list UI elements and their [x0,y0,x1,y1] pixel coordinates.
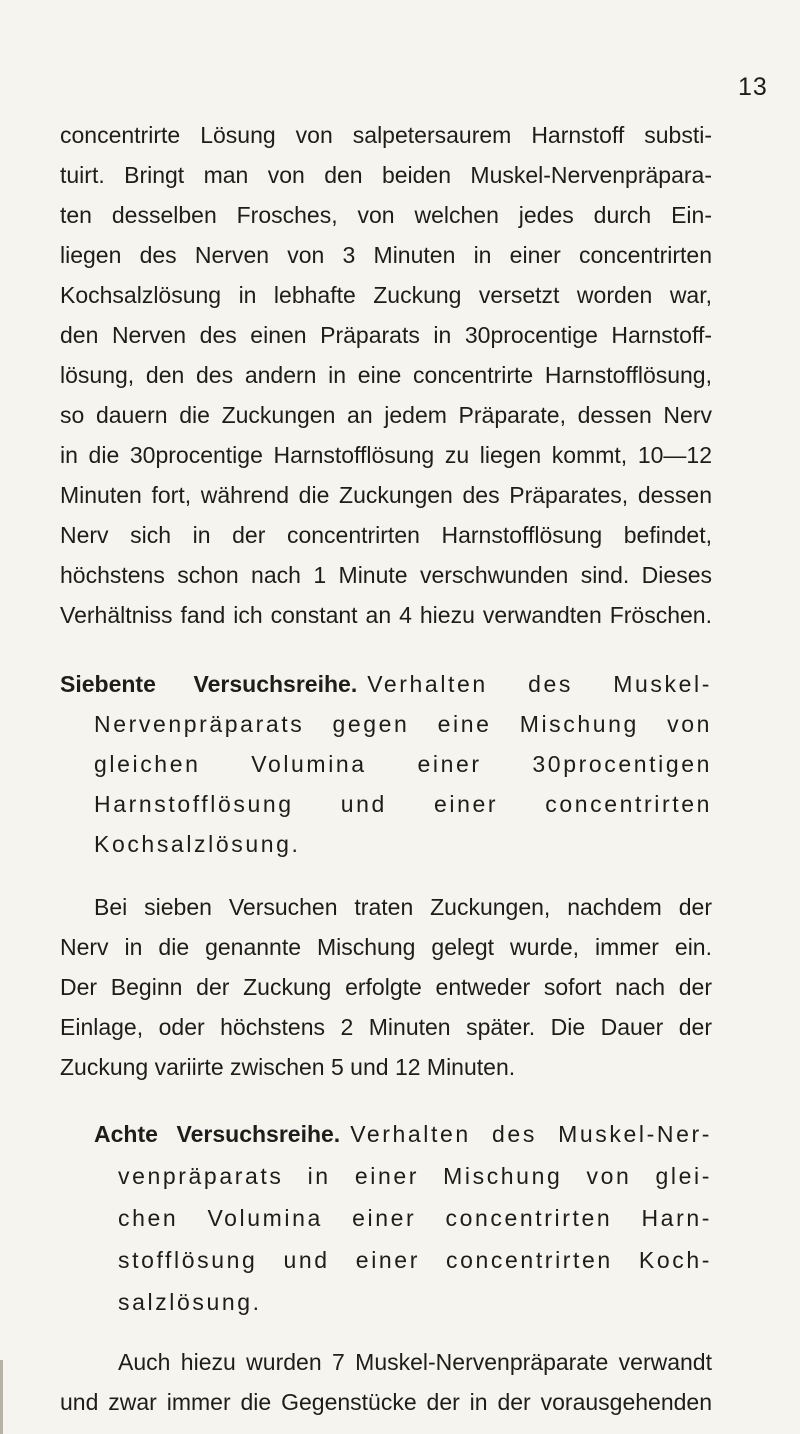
section-title-line: Verhalten des Muskel- [367,671,712,697]
text-line: so dauern die Zuckungen an jedem Präparate, dessen Nerv [60,402,712,428]
text-line: ten desselben Frosches, von welchen jedes durch Ein- [60,202,712,228]
text-line: liegen des Nerven von 3 Minuten in einer concentrirten [60,242,712,268]
text-line: Nerv sich in der concentrirten Harnstofflösung befindet, [60,522,712,548]
section-heading-7 [60,664,712,704]
section-title-line: Kochsalzlösung. [94,831,301,857]
section-label: Achte Versuchsreihe. [94,1121,341,1147]
section-title-line: Verhalten des Muskel-Ner- [350,1121,712,1147]
text-line: in die 30procentige Harnstofflösung zu liegen kommt, 10—12 [60,442,712,468]
text-line: Zuckung variirte zwischen 5 und 12 Minuten. [60,1054,516,1080]
text-line: Nerv in die genannte Mischung gelegt wurde, immer ein. [60,934,712,960]
section-title-line: salzlösung. [118,1289,262,1315]
text-line: höchstens schon nach 1 Minute verschwunden sind. Dieses [60,562,712,588]
text-line: Kochsalzlösung in lebhafte Zuckung versetzt worden war, [60,282,712,308]
text-line: Einlage, oder höchstens 2 Minuten später. Die Dauer der [60,1014,712,1040]
text-line: Auch hiezu wurden 7 Muskel-Nervenpräparate verwandt [118,1349,712,1375]
section-title-line: gleichen Volumina einer 30procentigen [94,751,712,777]
section-title-line: Harnstofflösung und einer concentrirten [94,791,712,817]
section-heading-8 [94,1114,712,1154]
scan-edge [0,1360,3,1434]
text-line: den Nerven des einen Präparats in 30procentige Harnstoff- [60,322,712,348]
text-line: lösung, den des andern in eine concentrirte Harnstofflösung, [60,362,712,388]
text-line: Minuten fort, während die Zuckungen des Präparates, dessen [60,482,712,508]
text-line: und zwar immer die Gegenstücke der in der vorausgehenden [60,1389,712,1415]
section-label: Siebente Versuchsreihe. [60,671,358,697]
text-line: tuirt. Bringt man von den beiden Muskel-Nervenpräpara- [60,162,712,188]
text-line: Verhältniss fand ich constant an 4 hiezu verwandten Fröschen. [60,602,712,628]
page-number: 13 [738,73,768,101]
text-line: concentrirte Lösung von salpetersaurem Harnstoff substi- [60,122,712,148]
text-line: Der Beginn der Zuckung erfolgte entweder sofort nach der [60,974,712,1000]
section-title-line: venpräparats in einer Mischung von glei- [118,1163,712,1189]
section-title-line: stofflösung und einer concentrirten Koch- [118,1247,712,1273]
section-title-line: Nervenpräparats gegen eine Mischung von [94,711,712,737]
text-line: Bei sieben Versuchen traten Zuckungen, nachdem der [94,894,712,920]
section-title-line: chen Volumina einer concentrirten Harn- [118,1205,712,1231]
